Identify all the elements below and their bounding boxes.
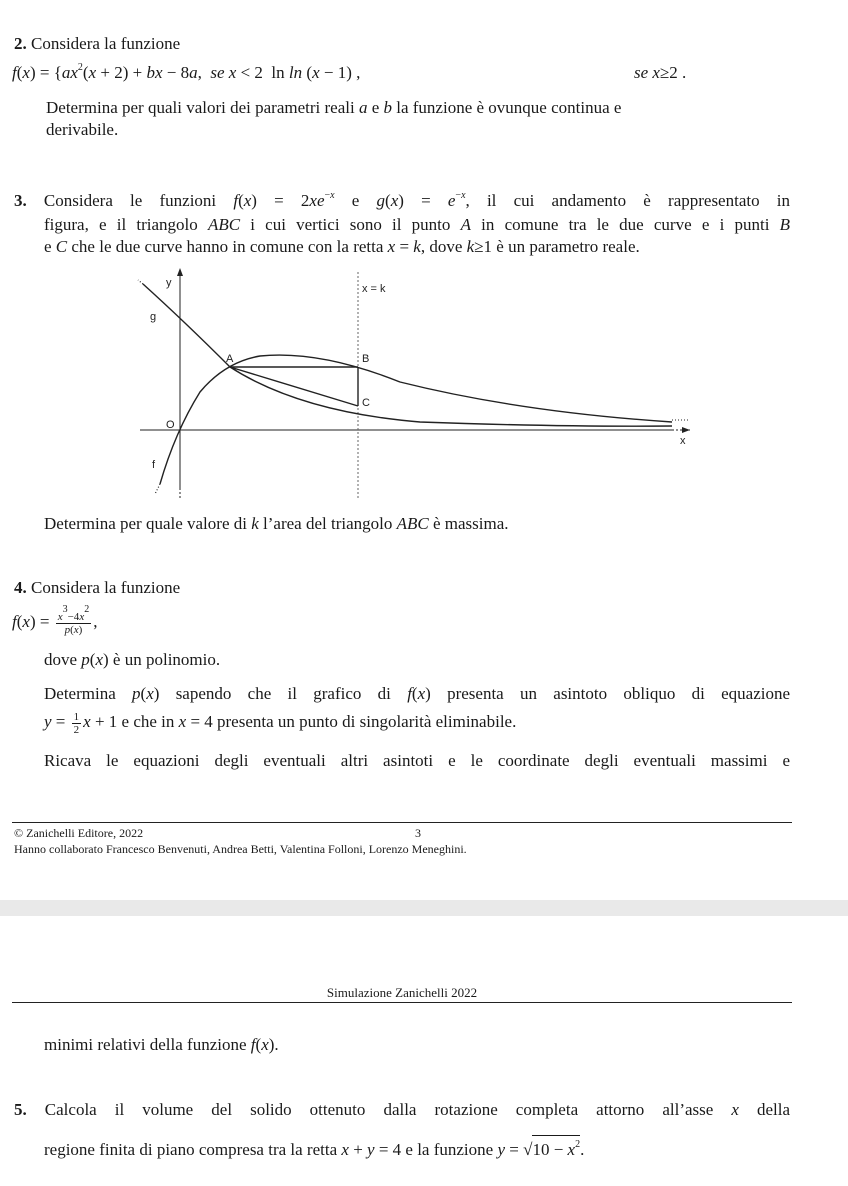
curve-g	[143, 284, 672, 426]
curve-g-dots	[138, 280, 143, 284]
label-g: g	[150, 311, 157, 323]
curve-f	[160, 355, 672, 484]
curve-f-dots	[155, 484, 160, 494]
label-C: C	[362, 397, 370, 409]
label-A: A	[226, 353, 234, 365]
q3-line2: figura, e il triangolo ABC i cui vertici sono il punto A in comune tra le due curve e i punti B	[44, 215, 790, 234]
q2-number: 2.	[14, 34, 27, 53]
label-O: O	[166, 419, 175, 431]
q2-text-line2: derivabile.	[46, 120, 119, 139]
q2-heading	[14, 33, 180, 55]
footer-page-number: 3	[415, 826, 421, 840]
label-B: B	[362, 353, 370, 365]
label-y: y	[166, 277, 172, 289]
q4-number: 4.	[14, 578, 27, 597]
footer-copyright: © Zanichelli Editore, 2022	[14, 826, 144, 840]
q3-line1: 3. Considera le funzioni $f(x) = 2xe^{-x}$ e $g(x) = e^{-x}$, il cui andamento è rappresentato in	[14, 190, 791, 210]
footer-credits: Hanno collaborato Francesco Benvenuti, Andrea Betti, Valentina Folloni, Lorenzo Meneghini.	[14, 842, 467, 856]
q4-function: f(x) = $\frac{x^3-4x^2}{p(x)}$ ,	[12, 604, 98, 637]
footer-rule	[12, 822, 792, 823]
label-xk: x = k	[362, 283, 386, 295]
q3-number: 3.	[14, 191, 27, 210]
y-axis-arrow	[177, 268, 183, 276]
q2-text-line1: Determina per quali valori dei parametri reali a e b la funzione è ovunque continua e	[46, 98, 622, 117]
header-rule	[12, 1002, 792, 1003]
q4-intro: Considera la funzione	[31, 578, 181, 597]
page-separator	[0, 900, 848, 916]
q3-figure	[0, 262, 848, 502]
q2-intro: Considera la funzione	[31, 34, 181, 53]
segment-AC	[230, 367, 358, 406]
q3-question: Determina per quale valore di k l’area del triangolo ABC è massima.	[44, 514, 509, 533]
q4-det-line1: Determina p(x) sapendo che il grafico di f(x) presenta un asintoto obliquo di equazione	[44, 684, 791, 703]
label-f: f	[152, 459, 156, 471]
q4-ricava: Ricava le equazioni degli eventuali altri asintoti e le coordinate degli eventuali massimi e	[44, 751, 790, 770]
q4-heading	[14, 577, 180, 599]
q5-number: 5.	[14, 1100, 27, 1119]
q2-function: $f(x) = \{ax^2(x + 2)$ + bx − 8a, se x < 2 ln ln (x − 1) ,	[12, 62, 361, 82]
q4-cont: minimi relativi della funzione f(x).	[44, 1035, 279, 1054]
q4-dove: dove p(x) è un polinomio.	[44, 650, 221, 669]
label-x: x	[680, 435, 686, 447]
q4-det-line2: y = $\frac{1}{2}$ x + 1 e che in x = 4 presenta un punto di singolarità eliminabile.	[44, 710, 517, 736]
x-axis-arrow	[682, 427, 690, 433]
q5-line2: regione finita di piano compresa tra la retta x + y = 4 e la funzione $y = √10 - x^2$.	[44, 1135, 584, 1163]
q2-condition-right: se x≥2 .	[634, 63, 687, 82]
q3-line3: e C che le due curve hanno in comune con la retta x = k, dove k≥1 è un parametro reale.	[44, 237, 640, 256]
q5-line1: 5. Calcola il volume del solido ottenuto dalla rotazione completa attorno all’asse x della	[14, 1100, 790, 1119]
page-header-title: Simulazione Zanichelli 2022	[326, 985, 478, 1000]
